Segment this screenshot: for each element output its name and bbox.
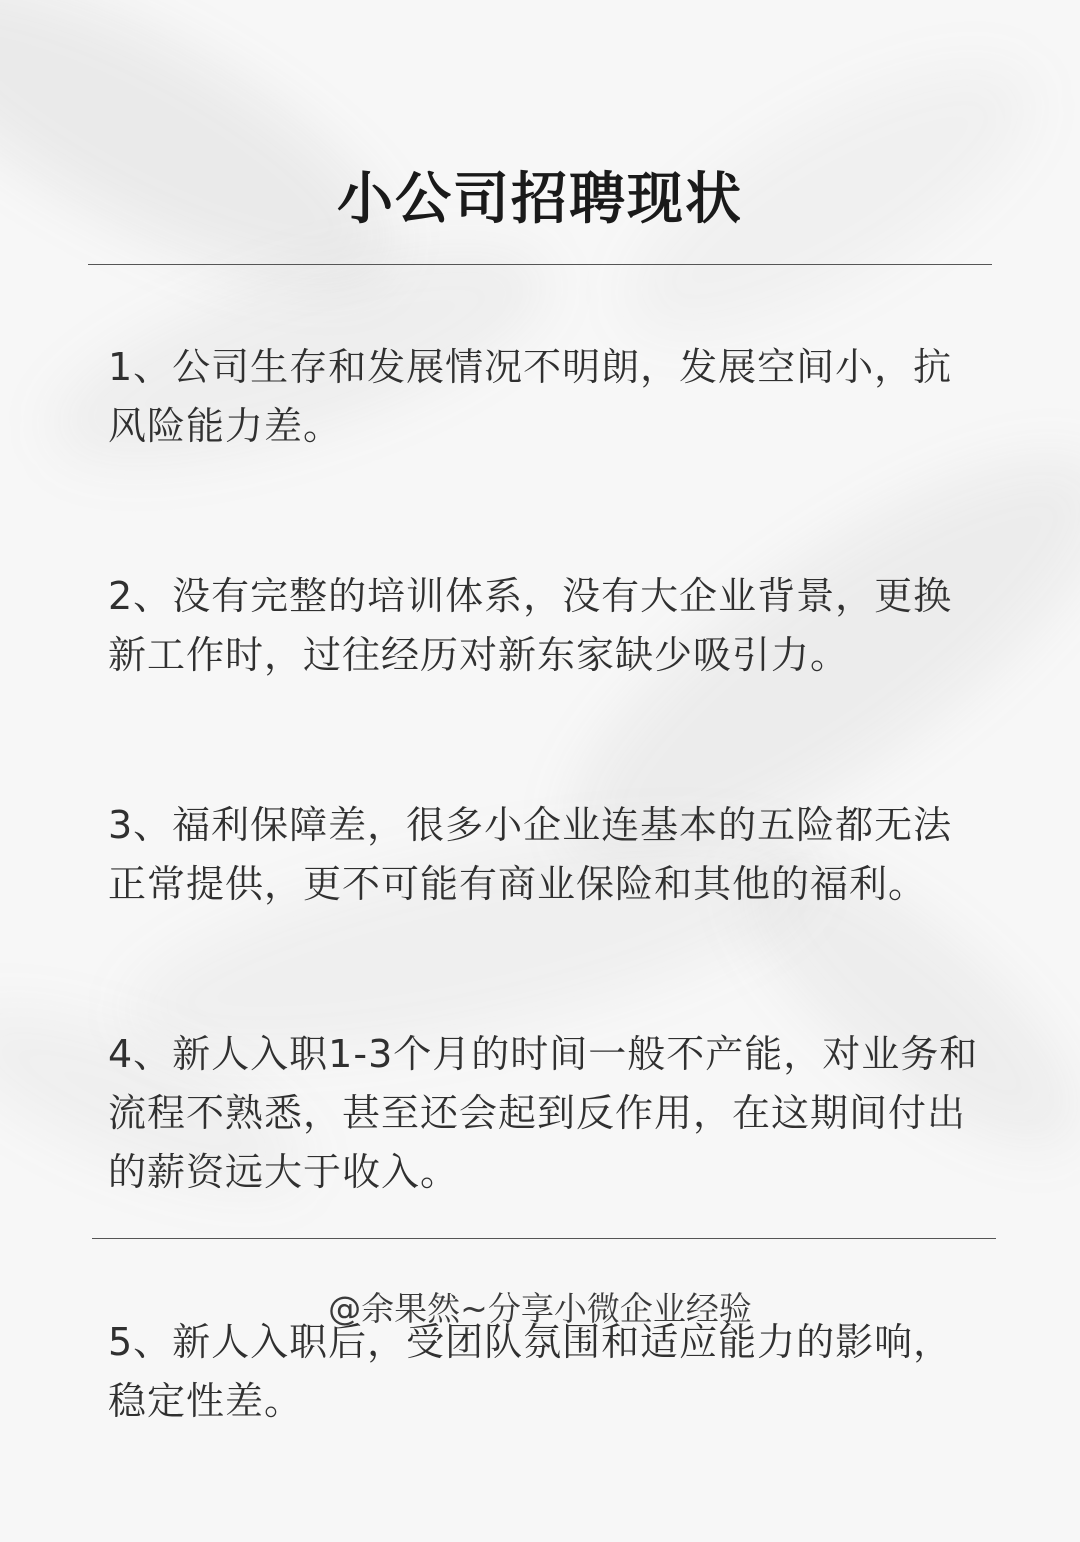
author-signature: @余果然~分享小微企业经验 xyxy=(328,1289,752,1328)
top-divider xyxy=(88,264,992,265)
list-item: 5、新人入职后，受团队氛围和适应能力的影响，稳定性差。 xyxy=(108,1320,953,1423)
point-list xyxy=(108,338,988,1542)
list-item: 2、没有完整的培训体系，没有大企业背景，更换新工作时，过往经历对新东家缺少吸引力。 xyxy=(108,574,953,677)
list-item: 1、公司生存和发展情况不明朗，发展空间小，抗风险能力差。 xyxy=(108,345,953,448)
list-item: 3、福利保障差，很多小企业连基本的五险都无法正常提供，更不可能有商业保险和其他的福利。 xyxy=(108,803,953,906)
list-item: 4、新人入职1-3个月的时间一般不产能，对业务和流程不熟悉，甚至还会起到反作用，在这期间付出的薪资远大于收入。 xyxy=(108,1032,979,1194)
bottom-divider xyxy=(92,1238,996,1239)
page-title: 小公司招聘现状 xyxy=(337,167,743,232)
